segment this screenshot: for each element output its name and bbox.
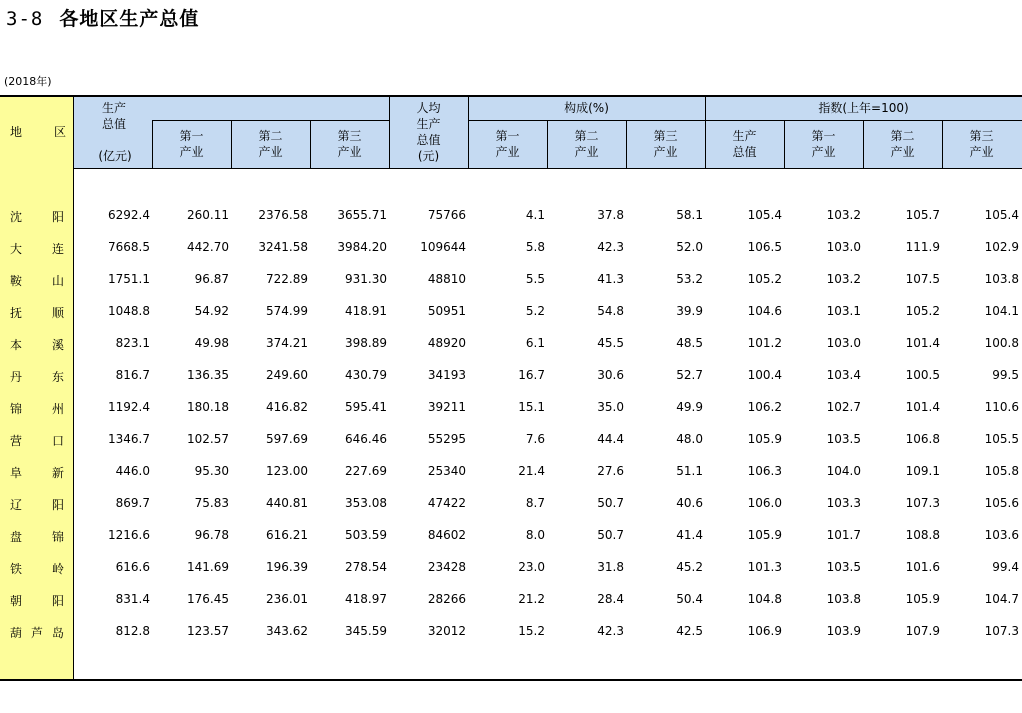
index-secondary-header: 第二 产业 (890, 129, 915, 159)
cell-c3: 45.2 (676, 560, 703, 574)
cell-i2: 101.4 (905, 336, 940, 350)
cell-i2: 111.9 (905, 240, 940, 254)
year-note: (2018年) (4, 75, 52, 88)
cell-c2: 50.7 (597, 496, 624, 510)
cell-i2: 105.9 (905, 592, 940, 606)
region-header-char: 区 (53, 125, 66, 139)
cell-ig: 104.6 (747, 304, 782, 318)
cell-pc: 48920 (427, 336, 466, 350)
table-row (0, 560, 1022, 580)
region-name: 辽 阳 (10, 498, 64, 512)
cell-c1: 15.2 (518, 624, 545, 638)
struct-index-sub-rule (468, 120, 1022, 121)
cell-c1: 4.1 (525, 208, 545, 222)
cell-p1: 54.92 (194, 304, 229, 318)
cell-ig: 105.9 (747, 528, 782, 542)
cell-c3: 41.4 (676, 528, 703, 542)
cell-p3: 3655.71 (337, 208, 387, 222)
cell-gdp: 1048.8 (108, 304, 150, 318)
cell-i1: 102.7 (826, 400, 861, 414)
cell-c3: 49.9 (676, 400, 703, 414)
cell-p1: 102.57 (187, 432, 229, 446)
cell-p1: 96.78 (194, 528, 229, 542)
cell-i2: 101.4 (905, 400, 940, 414)
cell-gdp: 6292.4 (108, 208, 150, 222)
table-row (0, 272, 1022, 292)
cell-ig: 101.2 (747, 336, 782, 350)
table-title: 各地区生产总值 (59, 8, 200, 30)
table-row (0, 400, 1022, 420)
cell-ig: 101.3 (747, 560, 782, 574)
cell-i3: 104.7 (984, 592, 1019, 606)
cell-p3: 278.54 (345, 560, 387, 574)
cell-gdp: 446.0 (115, 464, 150, 478)
cell-i1: 103.0 (826, 240, 861, 254)
cell-i1: 104.0 (826, 464, 861, 478)
region-name: 本 溪 (10, 338, 64, 352)
gdp-tertiary-header: 第三 产业 (337, 129, 362, 159)
cell-c3: 58.1 (676, 208, 703, 222)
cell-i3: 105.5 (984, 432, 1019, 446)
cell-p2: 416.82 (266, 400, 308, 414)
cell-gdp: 816.7 (115, 368, 150, 382)
cell-p3: 430.79 (345, 368, 387, 382)
cell-i3: 99.5 (992, 368, 1019, 382)
cell-p1: 95.30 (194, 464, 229, 478)
cell-gdp: 7668.5 (108, 240, 150, 254)
cell-p2: 123.00 (266, 464, 308, 478)
table-row (0, 304, 1022, 324)
cell-p1: 260.11 (187, 208, 229, 222)
table-row (0, 240, 1022, 260)
cell-pc: 28266 (427, 592, 466, 606)
table-row (0, 592, 1022, 612)
cell-i1: 103.2 (826, 208, 861, 222)
cell-i1: 101.7 (826, 528, 861, 542)
cell-c2: 37.8 (597, 208, 624, 222)
cell-p3: 398.89 (345, 336, 387, 350)
cell-pc: 34193 (427, 368, 466, 382)
cell-p1: 49.98 (194, 336, 229, 350)
cell-p1: 442.70 (187, 240, 229, 254)
region-name: 营 口 (10, 434, 64, 448)
table-bottom-rule (0, 679, 1022, 681)
cell-p2: 2376.58 (258, 208, 308, 222)
cell-i3: 100.8 (984, 336, 1019, 350)
cell-i1: 103.4 (826, 368, 861, 382)
cell-i1: 103.1 (826, 304, 861, 318)
cell-pc: 50951 (427, 304, 466, 318)
cell-gdp: 869.7 (115, 496, 150, 510)
cell-c2: 30.6 (597, 368, 624, 382)
table-row (0, 368, 1022, 388)
cell-ig: 106.9 (747, 624, 782, 638)
structure-primary-header: 第一 产业 (495, 129, 520, 159)
cell-gdp: 823.1 (115, 336, 150, 350)
cell-gdp: 812.8 (115, 624, 150, 638)
cell-p2: 597.69 (266, 432, 308, 446)
cell-p1: 141.69 (187, 560, 229, 574)
cell-p2: 343.62 (266, 624, 308, 638)
cell-c3: 42.5 (676, 624, 703, 638)
gdp-sub-rule (152, 120, 389, 121)
cell-ig: 106.0 (747, 496, 782, 510)
cell-p3: 353.08 (345, 496, 387, 510)
cell-pc: 48810 (427, 272, 466, 286)
table-row (0, 432, 1022, 452)
cell-ig: 105.2 (747, 272, 782, 286)
region-name: 朝 阳 (10, 594, 64, 608)
cell-i3: 103.8 (984, 272, 1019, 286)
cell-c3: 50.4 (676, 592, 703, 606)
cell-i3: 99.4 (992, 560, 1019, 574)
cell-i3: 102.9 (984, 240, 1019, 254)
cell-pc: 23428 (427, 560, 466, 574)
cell-pc: 75766 (427, 208, 466, 222)
cell-c1: 5.2 (525, 304, 545, 318)
cell-c2: 45.5 (597, 336, 624, 350)
cell-p2: 574.99 (266, 304, 308, 318)
cell-p3: 503.59 (345, 528, 387, 542)
cell-i1: 103.5 (826, 560, 861, 574)
structure-tertiary-header: 第三 产业 (653, 129, 678, 159)
table-row (0, 208, 1022, 228)
cell-c1: 23.0 (518, 560, 545, 574)
per-capita-unit: (元) (417, 149, 440, 163)
cell-c1: 6.1 (525, 336, 545, 350)
cell-gdp: 831.4 (115, 592, 150, 606)
cell-i1: 103.3 (826, 496, 861, 510)
cell-c1: 8.0 (525, 528, 545, 542)
index-header: 指数(上年=100) (818, 101, 909, 115)
index-gdp-header: 生产 总值 (732, 129, 757, 159)
cell-i2: 106.8 (905, 432, 940, 446)
header-top-rule (0, 95, 1022, 97)
cell-ig: 105.9 (747, 432, 782, 446)
cell-i3: 107.3 (984, 624, 1019, 638)
cell-c3: 39.9 (676, 304, 703, 318)
cell-i2: 108.8 (905, 528, 940, 542)
region-name: 铁 岭 (10, 562, 64, 576)
cell-c2: 28.4 (597, 592, 624, 606)
cell-p1: 176.45 (187, 592, 229, 606)
cell-p2: 616.21 (266, 528, 308, 542)
region-name: 阜 新 (10, 466, 64, 480)
cell-gdp: 1216.6 (108, 528, 150, 542)
cell-p1: 136.35 (187, 368, 229, 382)
cell-gdp: 1346.7 (108, 432, 150, 446)
cell-c2: 31.8 (597, 560, 624, 574)
cell-c2: 35.0 (597, 400, 624, 414)
region-name: 盘 锦 (10, 530, 64, 544)
cell-i1: 103.0 (826, 336, 861, 350)
cell-p3: 227.69 (345, 464, 387, 478)
cell-p2: 374.21 (266, 336, 308, 350)
cell-pc: 55295 (427, 432, 466, 446)
cell-p2: 236.01 (266, 592, 308, 606)
cell-pc: 32012 (427, 624, 466, 638)
cell-i2: 105.2 (905, 304, 940, 318)
index-tertiary-header: 第三 产业 (969, 129, 994, 159)
region-name: 鞍 山 (10, 274, 64, 288)
cell-i2: 101.6 (905, 560, 940, 574)
cell-c3: 48.5 (676, 336, 703, 350)
cell-c2: 42.3 (597, 240, 624, 254)
cell-i3: 110.6 (984, 400, 1019, 414)
gdp-unit: (亿元) (98, 149, 132, 163)
cell-p2: 249.60 (266, 368, 308, 382)
table-row (0, 496, 1022, 516)
cell-c2: 44.4 (597, 432, 624, 446)
cell-p3: 595.41 (345, 400, 387, 414)
cell-p2: 440.81 (266, 496, 308, 510)
region-name: 沈 阳 (10, 210, 64, 224)
region-name: 锦 州 (10, 402, 64, 416)
cell-i3: 105.8 (984, 464, 1019, 478)
table-number: 3-8 (6, 8, 44, 30)
cell-c2: 42.3 (597, 624, 624, 638)
region-header-char: 地 (10, 125, 23, 139)
gdp-primary-header: 第一 产业 (179, 129, 204, 159)
cell-c3: 53.2 (676, 272, 703, 286)
region-name: 丹 东 (10, 370, 64, 384)
cell-p3: 418.97 (345, 592, 387, 606)
cell-pc: 109644 (420, 240, 466, 254)
cell-p1: 96.87 (194, 272, 229, 286)
cell-ig: 106.2 (747, 400, 782, 414)
cell-i1: 103.8 (826, 592, 861, 606)
cell-p1: 75.83 (194, 496, 229, 510)
cell-p2: 3241.58 (258, 240, 308, 254)
cell-c3: 52.7 (676, 368, 703, 382)
cell-pc: 47422 (427, 496, 466, 510)
table-row (0, 528, 1022, 548)
cell-c1: 8.7 (525, 496, 545, 510)
cell-c1: 21.4 (518, 464, 545, 478)
cell-gdp: 1192.4 (108, 400, 150, 414)
region-name: 抚 顺 (10, 306, 64, 320)
cell-gdp: 1751.1 (108, 272, 150, 286)
structure-header: 构成(%) (564, 101, 609, 115)
gdp-secondary-header: 第二 产业 (258, 129, 283, 159)
header-bottom-rule (73, 168, 1022, 169)
region-header (10, 123, 66, 140)
cell-c1: 16.7 (518, 368, 545, 382)
index-primary-header: 第一 产业 (811, 129, 836, 159)
cell-p2: 722.89 (266, 272, 308, 286)
cell-p3: 931.30 (345, 272, 387, 286)
cell-c2: 54.8 (597, 304, 624, 318)
cell-i2: 107.9 (905, 624, 940, 638)
cell-c1: 5.5 (525, 272, 545, 286)
cell-p3: 345.59 (345, 624, 387, 638)
cell-c1: 21.2 (518, 592, 545, 606)
cell-ig: 106.3 (747, 464, 782, 478)
cell-i2: 100.5 (905, 368, 940, 382)
cell-i3: 105.4 (984, 208, 1019, 222)
cell-ig: 105.4 (747, 208, 782, 222)
cell-ig: 106.5 (747, 240, 782, 254)
cell-i2: 107.5 (905, 272, 940, 286)
cell-i1: 103.9 (826, 624, 861, 638)
cell-i2: 109.1 (905, 464, 940, 478)
gdp-header: 生产 总值 (101, 101, 126, 131)
cell-c1: 15.1 (518, 400, 545, 414)
cell-p3: 646.46 (345, 432, 387, 446)
cell-c3: 48.0 (676, 432, 703, 446)
table-row (0, 464, 1022, 484)
cell-p1: 180.18 (187, 400, 229, 414)
cell-c3: 51.1 (676, 464, 703, 478)
cell-c2: 41.3 (597, 272, 624, 286)
cell-i2: 105.7 (905, 208, 940, 222)
region-name: 葫 芦 岛 (10, 626, 64, 640)
cell-i1: 103.2 (826, 272, 861, 286)
cell-p3: 418.91 (345, 304, 387, 318)
page-title (6, 4, 199, 31)
cell-pc: 39211 (427, 400, 466, 414)
cell-p3: 3984.20 (337, 240, 387, 254)
table-row (0, 336, 1022, 356)
cell-ig: 104.8 (747, 592, 782, 606)
cell-i3: 105.6 (984, 496, 1019, 510)
cell-i3: 104.1 (984, 304, 1019, 318)
cell-c2: 27.6 (597, 464, 624, 478)
region-name: 大 连 (10, 242, 64, 256)
cell-c1: 7.6 (525, 432, 545, 446)
table-row (0, 624, 1022, 644)
cell-c1: 5.8 (525, 240, 545, 254)
cell-c3: 40.6 (676, 496, 703, 510)
cell-pc: 84602 (427, 528, 466, 542)
structure-secondary-header: 第二 产业 (574, 129, 599, 159)
cell-i2: 107.3 (905, 496, 940, 510)
cell-i3: 103.6 (984, 528, 1019, 542)
cell-p1: 123.57 (187, 624, 229, 638)
cell-c2: 50.7 (597, 528, 624, 542)
cell-i1: 103.5 (826, 432, 861, 446)
cell-gdp: 616.6 (115, 560, 150, 574)
cell-ig: 100.4 (747, 368, 782, 382)
cell-c3: 52.0 (676, 240, 703, 254)
cell-pc: 25340 (427, 464, 466, 478)
cell-p2: 196.39 (266, 560, 308, 574)
per-capita-header: 人均 生产 总值 (416, 101, 441, 147)
